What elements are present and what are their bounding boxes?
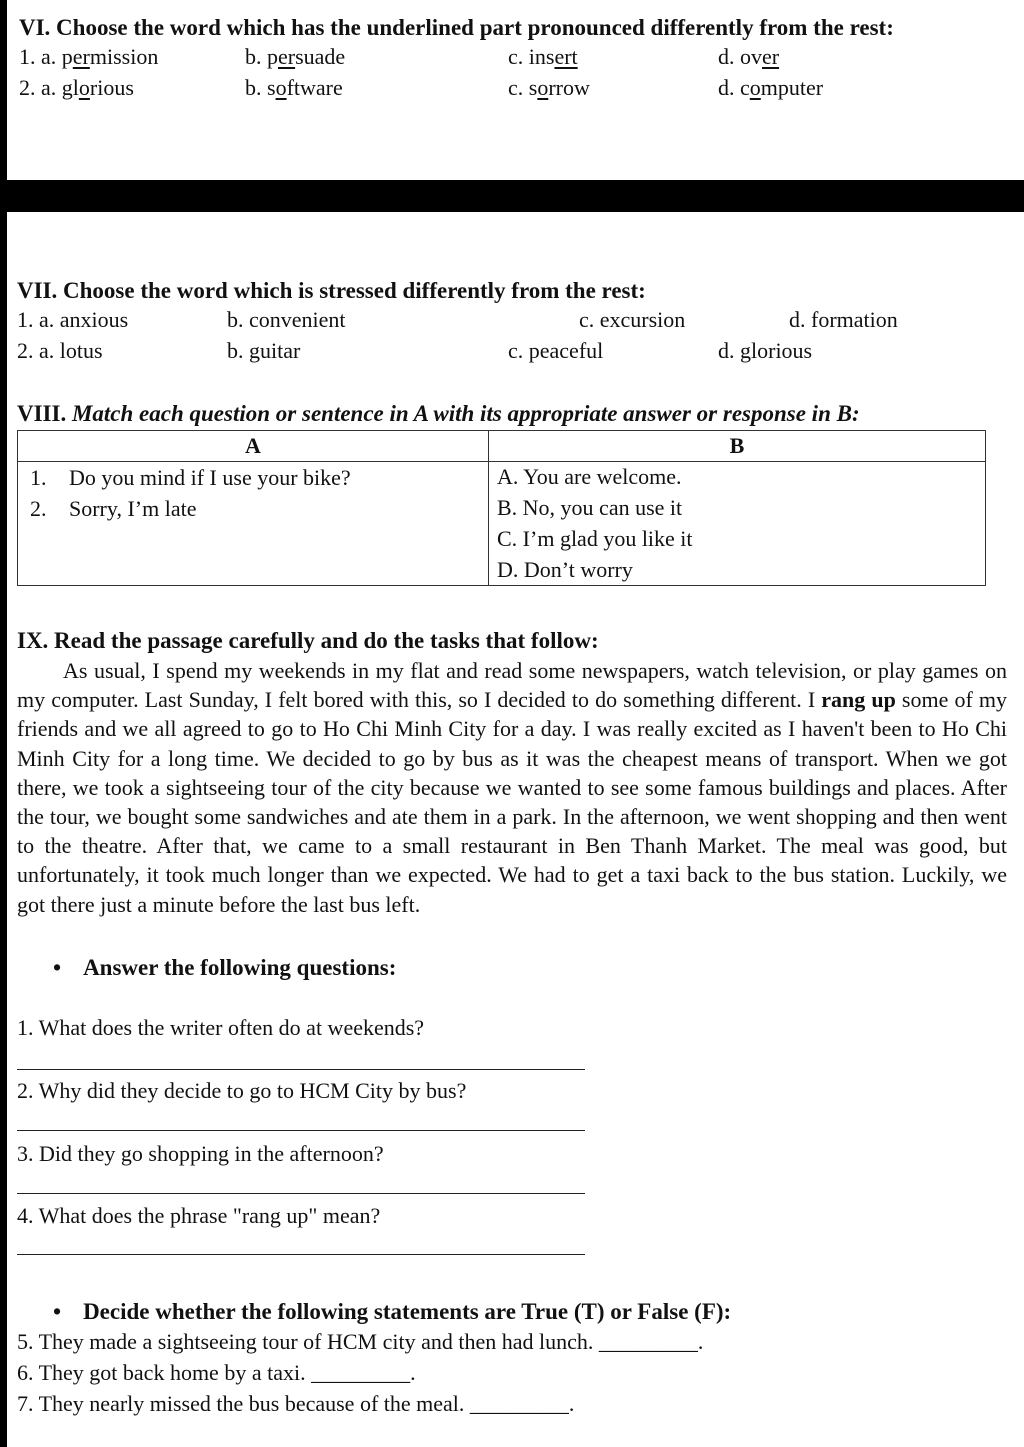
section-8-title: VIII. Match each question or sentence in A with its appropriate answer or response in B:	[17, 401, 860, 426]
s7-q2-b: b. guitar	[227, 338, 301, 363]
question-4: 4. What does the phrase "rang up" mean?	[17, 1203, 381, 1228]
column-b-header: B	[489, 431, 986, 462]
s7-q1-b: b. convenient	[227, 307, 346, 332]
b-item-c: C. I’m glad you like it	[489, 524, 986, 555]
task-2-heading: • Decide whether the following statements are True (T) or False (F):	[53, 1299, 732, 1324]
column-a-header: A	[18, 431, 489, 462]
reading-passage: As usual, I spend my weekends in my flat and read some newspapers, watch television, or play games on my computer. Last Sunday, I felt bored with this, so I decided to do something different. I rang up some of my friends and we all agreed to go to Ho Chi Minh City for a day. I was really excited as I haven't been to Ho Chi Minh City for a long time. We decided to go by bus as it was the cheapest means of transport. When we got there, we took a sightseeing tour of the city because we wanted to see some famous buildings and places. After the tour, we bought some sandwiches and ate them in a park. In the afternoon, we went shopping and then went to the theatre. After that, we came to a small restaurant in Ben Thanh Market. The meal was good, but unfortunately, it took much longer than we expected. We had to get a taxi back to the bus station. Luckily, we got there just a minute before the last bus left.	[17, 658, 1007, 917]
a-item-2: 2. Sorry, I’m late	[30, 496, 197, 521]
answer-line-4[interactable]	[17, 1254, 585, 1255]
matching-table	[17, 430, 986, 586]
s6-q1-c: c. insert	[508, 44, 578, 69]
s7-q2-a: 2. a. lotus	[17, 338, 103, 363]
statement-5: 5. They made a sightseeing tour of HCM city and then had lunch. _________.	[17, 1329, 704, 1354]
statement-6: 6. They got back home by a taxi. _________.	[17, 1360, 416, 1385]
s7-q1-d: d. formation	[789, 307, 898, 332]
s7-q1-c: c. excursion	[579, 307, 686, 332]
s6-q2-b: b. software	[245, 75, 343, 100]
statement-7: 7. They nearly missed the bus because of the meal. _________.	[17, 1391, 575, 1416]
s6-q1-b: b. persuade	[245, 44, 346, 69]
bullet-icon: •	[53, 1299, 62, 1324]
section-9-title: IX. Read the passage carefully and do the tasks that follow:	[17, 628, 599, 653]
question-2: 2. Why did they decide to go to HCM City by bus?	[17, 1078, 467, 1103]
b-item-a: A. You are welcome.	[489, 462, 986, 493]
passage-highlight: rang up	[821, 687, 896, 713]
b-item-d: D. Don’t worry	[489, 555, 986, 586]
bullet-icon: •	[53, 955, 62, 980]
answer-line-1[interactable]	[17, 1069, 585, 1070]
s6-q1-a: 1. a. permission	[19, 44, 159, 69]
s6-q2-d: d. computer	[718, 75, 824, 100]
answer-line-3[interactable]	[17, 1193, 585, 1194]
s6-q2-c: c. sorrow	[508, 75, 590, 100]
main-panel	[7, 212, 1024, 1447]
section-6-title: VI. Choose the word which has the underlined part pronounced differently from the rest:	[19, 15, 894, 40]
section-6-panel	[7, 0, 1024, 180]
s7-q2-c: c. peaceful	[508, 338, 604, 363]
section-7-title: VII. Choose the word which is stressed differently from the rest:	[17, 278, 646, 303]
s7-q1-a: 1. a. anxious	[17, 307, 129, 332]
task-1-heading: • Answer the following questions:	[53, 955, 397, 980]
question-3: 3. Did they go shopping in the afternoon?	[17, 1141, 384, 1166]
question-1: 1. What does the writer often do at weekends?	[17, 1015, 425, 1040]
s6-q1-d: d. over	[718, 44, 780, 69]
s7-q2-d: d. glorious	[718, 338, 813, 363]
answer-line-2[interactable]	[17, 1130, 585, 1131]
a-item-1: 1. Do you mind if I use your bike?	[30, 465, 351, 490]
s6-q2-a: 2. a. glorious	[19, 75, 134, 100]
column-a-cell	[18, 462, 489, 586]
b-item-b: B. No, you can use it	[489, 493, 986, 524]
